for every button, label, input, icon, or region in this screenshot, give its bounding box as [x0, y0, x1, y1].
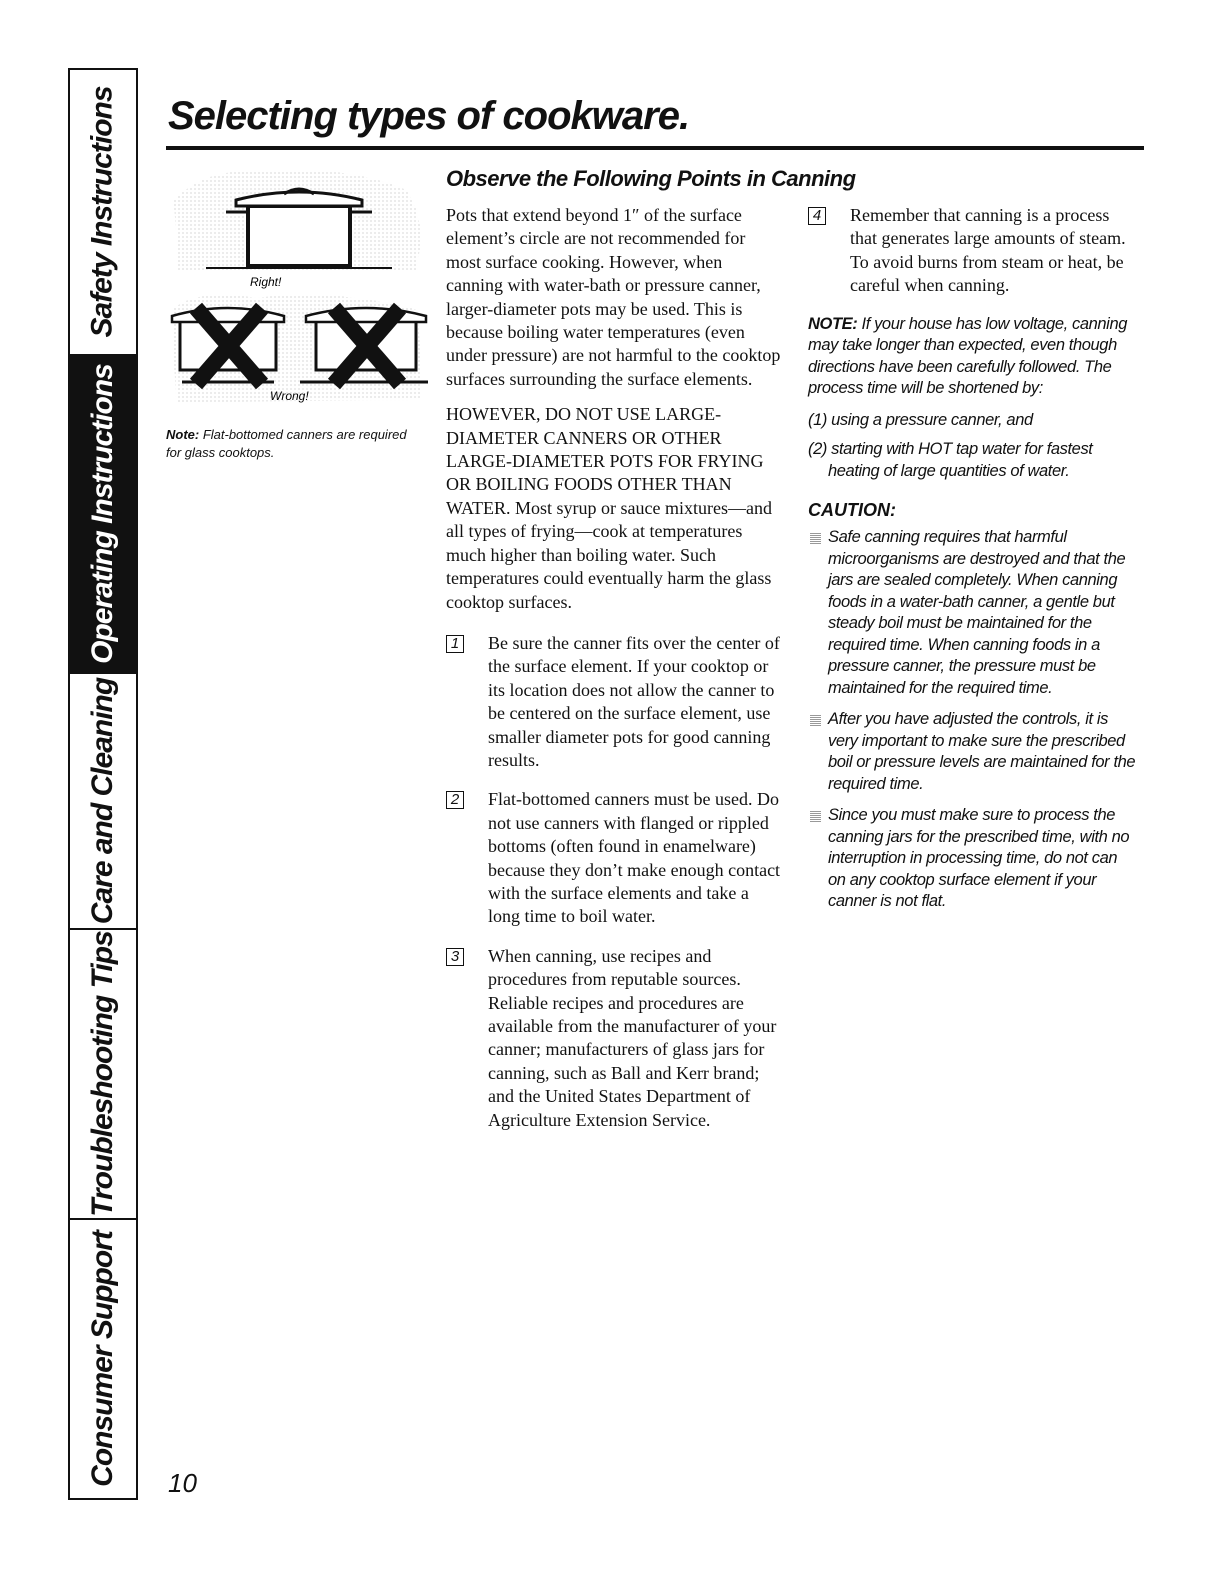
figure-note-label: Note:	[166, 427, 200, 442]
figure-note-text: Flat-bottomed canners are required for glass cooktops.	[166, 427, 407, 460]
voltage-note	[808, 314, 1138, 400]
list-item	[808, 204, 1138, 298]
figure-note	[166, 426, 416, 462]
tab-consumer-support[interactable]	[70, 1220, 136, 1498]
note-label: NOTE:	[808, 314, 858, 333]
bullet-icon	[810, 533, 821, 544]
section-tabs	[68, 68, 138, 1500]
item-text: When canning, use recipes and procedures from reputable sources. Reliable recipes and procedures are available from the manufacturer of your canner; manufacturers of glass jars for canning, such as Ball and Kerr brand; and the United States Department of Agriculture Extension Service.	[488, 945, 777, 1130]
note-step: (1) using a pressure canner, and	[808, 410, 1033, 429]
list-item	[446, 945, 782, 1132]
tab-operating-instructions[interactable]	[70, 356, 136, 674]
caution-text: Safe canning requires that harmful microorganisms are destroyed and that the jars are sealed completely. When canning foods in a water-bath canner, a gentle but steady boil must be maintained for the required time. When canning foods in a pressure canner, the pressure must be maintained for the required time.	[828, 528, 1126, 697]
page-title: Selecting types of cookware.	[168, 94, 690, 138]
item-text: Flat-bottomed canners must be used. Do not use canners with flanged or rippled bottoms (often found in enamelware) because they don’t make enough contact with the surface elements and take a long time to boil water.	[488, 789, 781, 927]
label-wrong: Wrong!	[270, 389, 309, 403]
tab-label: Safety Instructions	[86, 86, 119, 338]
title-rule	[166, 146, 1144, 150]
caution-text: After you have adjusted the controls, it is very important to make sure the prescribed boil or pressure levels are maintained for the required time.	[828, 710, 1136, 793]
tab-troubleshooting-tips[interactable]	[70, 930, 136, 1220]
label-right: Right!	[250, 275, 282, 289]
right-column	[808, 204, 1138, 923]
item-text: Remember that canning is a process that generates large amounts of steam. To avoid burns from steam or heat, be careful when canning.	[850, 205, 1126, 296]
note-text: If your house has low voltage, canning may take longer than expected, even though directions have been carefully followed. The process time will be shortened by:	[808, 314, 1128, 398]
bullet-icon	[810, 715, 821, 726]
item-number: 1	[446, 635, 464, 653]
tab-safety-instructions[interactable]	[70, 70, 136, 356]
list-item	[446, 788, 782, 928]
bullet-icon	[810, 811, 821, 822]
tab-label: Troubleshooting Tips	[86, 931, 119, 1217]
note-step: (2) starting with HOT tap water for fastest heating of large quantities of water.	[808, 440, 1093, 480]
caution-label: CAUTION:	[808, 500, 896, 521]
intro-paragraph: Pots that extend beyond 1″ of the surface element’s circle are not recommended for most surface cooking. However, when canning with water-bath or pressure canner, larger-diameter pots may be used. This is because boiling water temperatures (even under pressure) are not harmful to the cooktop surfaces surrounding the surface elements.	[446, 205, 781, 389]
item-number: 3	[446, 948, 464, 966]
caution-bullet	[808, 709, 1138, 795]
tab-label: Operating Instructions	[86, 364, 120, 664]
main-column	[446, 204, 782, 1148]
caution-text: Since you must make sure to process the canning jars for the prescribed time, with no interruption in processing time, do not can on any cooktop surface element if your canner is not flat.	[828, 806, 1130, 911]
warning-paragraph: HOWEVER, DO NOT USE LARGE-DIAMETER CANNERS OR OTHER LARGE-DIAMETER POTS FOR FRYING OR BOILING FOODS OTHER THAN WATER. Most syrup or sauce mixtures—and all types of frying—cook at temperatures much higher than boiling water. Such temperatures could eventually harm the glass cooktop surfaces.	[446, 404, 772, 612]
tab-care-and-cleaning[interactable]	[70, 674, 136, 930]
section-heading: Observe the Following Points in Canning	[446, 166, 856, 191]
tab-label: Care and Cleaning	[86, 677, 119, 925]
list-item	[446, 632, 782, 772]
caution-bullet	[808, 805, 1138, 913]
item-number: 2	[446, 791, 464, 809]
tab-label: Consumer Support	[86, 1231, 120, 1487]
page-number: 10	[168, 1468, 197, 1498]
item-text: Be sure the canner fits over the center of the surface element. If your cooktop or its location does not allow the canner to be centered on the surface element, use smaller diameter pots for good canning results.	[488, 632, 780, 770]
item-number: 4	[808, 207, 826, 225]
caution-bullet	[808, 527, 1138, 699]
canner-illustration	[166, 160, 430, 410]
